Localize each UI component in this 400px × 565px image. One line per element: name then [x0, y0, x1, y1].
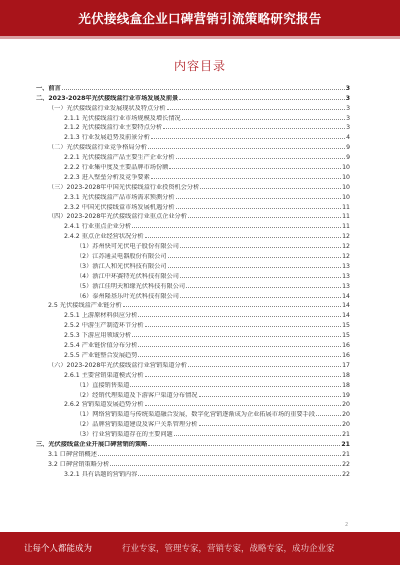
- toc-dot-leader: [316, 415, 341, 416]
- table-of-contents: [36, 82, 350, 478]
- toc-entry[interactable]: [36, 448, 350, 458]
- toc-entry[interactable]: [36, 161, 350, 171]
- toc-entry-title: （3）行业营销渠道存在的主要问题: [76, 431, 173, 439]
- toc-entry-page: 18: [342, 381, 350, 389]
- toc-entry-page: 11: [342, 213, 350, 221]
- toc-dot-leader: [188, 217, 341, 218]
- toc-dot-leader: [200, 188, 341, 189]
- toc-entry-page: 16: [342, 351, 350, 359]
- toc-entry-title: （2）江苏通灵电器股份有限公司: [76, 253, 167, 261]
- toc-entry-title: 2.3.2 中国光伏接线盒市场发展机遇分析: [64, 203, 175, 211]
- toc-entry[interactable]: [36, 300, 350, 310]
- toc-entry-title: 2.5.1 上游原材料供应分析: [64, 312, 138, 320]
- footer-bar: [0, 532, 400, 565]
- toc-entry-page: 10: [342, 164, 350, 172]
- toc-entry[interactable]: [36, 389, 350, 399]
- toc-dot-leader: [123, 306, 341, 307]
- toc-dot-leader: [145, 405, 342, 406]
- toc-entry[interactable]: [36, 309, 350, 319]
- toc-entry-page: 12: [342, 253, 350, 261]
- toc-entry-page: 21: [342, 431, 350, 439]
- toc-entry-title: 2.5 光伏接线盒产业链分析: [48, 302, 122, 310]
- toc-entry-title: 2.1.1 光伏接线盒行业市场规模及增长情况: [64, 114, 181, 122]
- toc-entry[interactable]: [36, 270, 350, 280]
- toc-entry[interactable]: [36, 428, 350, 438]
- toc-entry[interactable]: [36, 92, 350, 102]
- toc-entry[interactable]: [36, 329, 350, 339]
- toc-entry[interactable]: [36, 399, 350, 409]
- toc-entry-page: 14: [342, 302, 350, 310]
- toc-entry-page: 21: [342, 450, 350, 458]
- toc-dot-leader: [148, 445, 340, 446]
- toc-entry-title: （3）浙江人和光伏科技有限公司: [76, 262, 167, 270]
- toc-dot-leader: [180, 247, 341, 248]
- toc-dot-leader: [176, 198, 342, 199]
- toc-entry-page: 12: [342, 233, 350, 241]
- toc-entry[interactable]: [36, 369, 350, 379]
- toc-dot-leader: [168, 257, 342, 258]
- toc-entry[interactable]: [36, 250, 350, 260]
- toc-dot-leader: [180, 277, 341, 278]
- toc-entry-page: 3: [346, 124, 350, 132]
- toc-dot-leader: [110, 465, 341, 466]
- toc-dot-leader: [163, 128, 345, 129]
- toc-dot-leader: [180, 297, 341, 298]
- toc-entry[interactable]: [36, 359, 350, 369]
- toc-entry[interactable]: [36, 319, 350, 329]
- toc-entry[interactable]: [36, 220, 350, 230]
- toc-entry-title: 2.2.3 进入壁垒分析及竞争要素: [64, 173, 150, 181]
- toc-dot-leader: [148, 148, 345, 149]
- toc-dot-leader: [130, 386, 341, 387]
- toc-entry[interactable]: [36, 122, 350, 132]
- toc-entry[interactable]: [36, 408, 350, 418]
- toc-entry-title: （2）品牌营销渠道建设及客户关系管理分析: [76, 421, 198, 429]
- toc-entry-title: 2.5.2 中游生产制造环节分析: [64, 322, 144, 330]
- toc-entry-title: （1）苏州快可光伏电子股份有限公司: [76, 243, 179, 251]
- toc-entry-title: （一）光伏接线盒行业发展现状及特点分析: [48, 104, 166, 112]
- toc-entry-page: 11: [342, 203, 350, 211]
- toc-entry-title: 2.5.5 产业链整合发展趋势: [64, 351, 138, 359]
- toc-entry[interactable]: [36, 438, 350, 448]
- toc-entry-page: 10: [342, 173, 350, 181]
- toc-entry-title: 2.5.3 下游应用领域分析: [64, 332, 132, 340]
- toc-entry-page: 12: [342, 243, 350, 251]
- toc-entry-title: （5）浙江佳明天和缘光伏科技有限公司: [76, 282, 186, 290]
- toc-dot-leader: [176, 158, 346, 159]
- toc-entry-page: 15: [342, 332, 350, 340]
- toc-entry[interactable]: [36, 260, 350, 270]
- toc-entry[interactable]: [36, 418, 350, 428]
- toc-entry[interactable]: [36, 280, 350, 290]
- toc-dot-leader: [145, 376, 342, 377]
- toc-dot-leader: [132, 227, 341, 228]
- toc-entry-title: 2.5.4 产业链价值分布分析: [64, 342, 138, 350]
- toc-entry[interactable]: [36, 339, 350, 349]
- toc-dot-leader: [62, 89, 345, 90]
- toc-entry-page: 11: [342, 223, 350, 231]
- toc-entry-page: 13: [342, 262, 350, 270]
- toc-entry[interactable]: [36, 211, 350, 221]
- toc-entry[interactable]: [36, 379, 350, 389]
- toc-entry-page: 3: [346, 114, 350, 122]
- toc-entry-page: 10: [342, 193, 350, 201]
- header-divider: [0, 36, 400, 39]
- toc-entry-title: 3.2 口碑营销策略分析: [48, 460, 110, 468]
- toc-entry-page: 20: [342, 421, 350, 429]
- toc-entry-page: 3: [346, 104, 350, 112]
- footer-slogan-right: 行业专家，管理专家，营销专家，战略专家，成功企业家: [122, 544, 335, 554]
- toc-dot-leader: [182, 119, 345, 120]
- toc-entry[interactable]: [36, 458, 350, 468]
- toc-entry[interactable]: [36, 290, 350, 300]
- toc-entry[interactable]: [36, 171, 350, 181]
- toc-dot-leader: [145, 326, 342, 327]
- toc-dot-leader: [179, 99, 344, 100]
- toc-dot-leader: [188, 366, 341, 367]
- toc-entry-title: 一、前言: [36, 84, 61, 92]
- toc-dot-leader: [138, 346, 341, 347]
- toc-heading: 内容目录: [173, 59, 226, 73]
- toc-entry-page: 15: [342, 322, 350, 330]
- toc-entry-title: （四）2023-2028年光伏接线盒行业重点企业分析: [48, 213, 187, 221]
- toc-dot-leader: [199, 425, 342, 426]
- toc-dot-leader: [186, 287, 341, 288]
- toc-entry[interactable]: [36, 191, 350, 201]
- toc-entry-title: 2.1.3 行业发展趋势及前景分析: [64, 134, 150, 142]
- toc-entry-page: 20: [342, 411, 350, 419]
- toc-dot-leader: [132, 336, 341, 337]
- toc-entry-title: （六）2023-2028年光伏接线盒行业营销渠道分析: [48, 361, 187, 369]
- toc-entry-page: 9: [346, 154, 350, 162]
- toc-entry-page: 9: [346, 144, 350, 152]
- toc-entry[interactable]: [36, 201, 350, 211]
- toc-entry-page: 4: [346, 134, 350, 142]
- toc-entry-title: 2.4.1 行业重点企业分析: [64, 223, 132, 231]
- toc-entry[interactable]: [36, 230, 350, 240]
- toc-entry[interactable]: [36, 102, 350, 112]
- toc-entry[interactable]: [36, 131, 350, 141]
- toc-entry-title: （二）光伏接线盒行业竞争格局分析: [48, 144, 147, 152]
- toc-dot-leader: [151, 138, 345, 139]
- toc-entry-page: 10: [342, 183, 350, 191]
- toc-entry-title: 3.2.1 具有话题的营销内容: [64, 470, 138, 478]
- toc-entry-title: 3.1 口碑营销概述: [48, 450, 97, 458]
- toc-entry[interactable]: [36, 349, 350, 359]
- toc-entry-page: 3: [345, 84, 350, 92]
- toc-dot-leader: [138, 356, 341, 357]
- toc-entry[interactable]: [36, 468, 350, 478]
- toc-entry[interactable]: [36, 82, 350, 92]
- report-header-bar: [0, 0, 400, 36]
- toc-dot-leader: [98, 455, 341, 456]
- toc-entry-page: 13: [342, 282, 350, 290]
- footer-slogan-left: 让每个人都能成为: [24, 544, 93, 554]
- toc-entry-title: 三、光伏接线盒企业开展口碑营销的策略: [36, 440, 148, 448]
- toc-entry-page: 22: [342, 470, 350, 478]
- toc-entry-title: （2）经销代理渠道及下游客户渠道分布情况: [76, 391, 198, 399]
- report-title: 光伏接线盒企业口碑营销引流策略研究报告: [78, 11, 322, 26]
- page-number: 2: [345, 522, 349, 528]
- toc-entry-page: 22: [342, 460, 350, 468]
- toc-entry-title: （三）2023-2028年中国光伏接线盒行业投资机会分析: [48, 183, 200, 191]
- toc-entry-page: 17: [342, 361, 350, 369]
- toc-entry[interactable]: [36, 112, 350, 122]
- toc-entry[interactable]: [36, 151, 350, 161]
- toc-entry-title: （6）泰州隆基乐叶光伏科技有限公司: [76, 292, 179, 300]
- toc-entry-page: 20: [342, 401, 350, 409]
- toc-entry-title: （1）直接销售渠道: [76, 381, 130, 389]
- toc-entry-title: （4）浙江中环赛特光伏科技有限公司: [76, 272, 179, 280]
- toc-entry-title: 2.1.2 光伏接线盒行业主要特点分析: [64, 124, 163, 132]
- toc-entry-title: 2.2.2 行业集中度及主要品牌市场份额: [64, 164, 169, 172]
- toc-entry-title: （1）网络营销渠道与传统渠道融合发展，数字化营销逐渐成为企业拓展市场的重要手段: [76, 411, 316, 419]
- toc-entry-title: 二、2023-2028年光伏接线盒行业市场发展及前景: [36, 94, 179, 102]
- toc-entry-title: 2.4.2 重点企业经营状况分析: [64, 233, 144, 241]
- toc-entry-page: 14: [342, 312, 350, 320]
- toc-dot-leader: [168, 267, 342, 268]
- toc-entry-title: 2.2.1 光伏接线盒产品主要生产企业分析: [64, 154, 175, 162]
- toc-entry-page: 19: [342, 391, 350, 399]
- toc-entry-page: 13: [342, 272, 350, 280]
- toc-dot-leader: [167, 109, 346, 110]
- toc-dot-leader: [138, 475, 341, 476]
- toc-entry[interactable]: [36, 181, 350, 191]
- toc-dot-leader: [151, 178, 341, 179]
- toc-entry[interactable]: [36, 141, 350, 151]
- toc-dot-leader: [169, 168, 341, 169]
- toc-entry-page: 21: [341, 440, 350, 448]
- toc-entry-page: 14: [342, 292, 350, 300]
- toc-entry-page: 18: [342, 371, 350, 379]
- toc-entry-title: 2.6.2 营销渠道发展趋势分析: [64, 401, 144, 409]
- toc-entry[interactable]: [36, 240, 350, 250]
- toc-dot-leader: [199, 396, 342, 397]
- toc-dot-leader: [145, 237, 342, 238]
- toc-entry-page: 3: [345, 94, 350, 102]
- toc-dot-leader: [138, 316, 341, 317]
- toc-entry-title: 2.3.1 光伏接线盒产品市场需求预测分析: [64, 193, 175, 201]
- toc-dot-leader: [174, 435, 341, 436]
- toc-dot-leader: [176, 208, 342, 209]
- toc-entry-title: 2.6.1 主要营销渠道模式分析: [64, 371, 144, 379]
- toc-entry-page: 16: [342, 342, 350, 350]
